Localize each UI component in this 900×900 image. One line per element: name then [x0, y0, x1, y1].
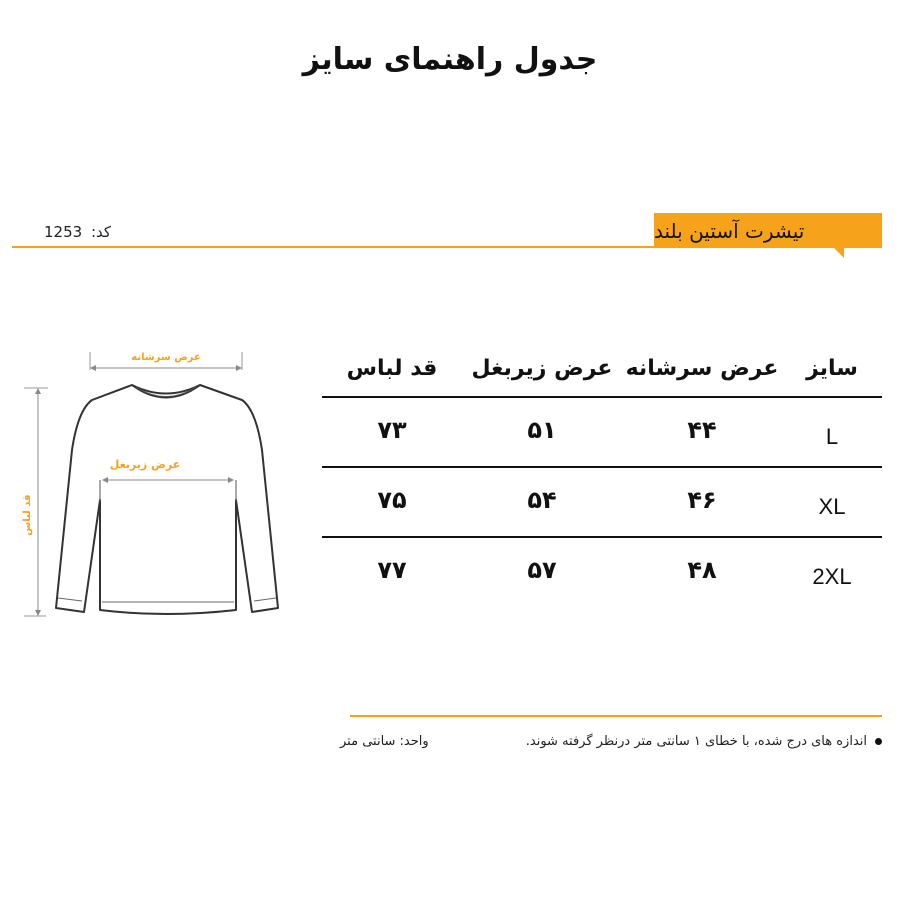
- size-table: [322, 340, 882, 608]
- product-name-tab: [654, 213, 882, 248]
- length-label: قد لباس: [22, 494, 33, 536]
- cell-size: L: [825, 424, 839, 449]
- cell-length: ۷۵: [377, 486, 407, 514]
- header-length: قد لباس: [346, 355, 438, 381]
- cell-chest: ۵۷: [527, 556, 557, 584]
- header-size: سایز: [806, 355, 858, 381]
- table-row: [322, 468, 882, 538]
- shirt-diagram: [10, 340, 300, 630]
- cell-shoulder: ۴۴: [687, 416, 717, 444]
- chest-label: عرض زیربغل: [109, 458, 181, 471]
- shoulder-label: عرض سرشانه: [131, 352, 201, 363]
- product-code: [40, 223, 111, 241]
- tolerance-note: [526, 734, 882, 749]
- tolerance-note-text: اندازه های درج شده، با خطای ۱ سانتی متر درنظر گرفته شوند.: [525, 734, 867, 749]
- unit-label: واحد: سانتی متر: [340, 734, 429, 749]
- table-row: [322, 538, 882, 608]
- cell-size: XL: [818, 494, 846, 519]
- cell-shoulder: ۴۸: [687, 556, 717, 584]
- cell-length: ۷۳: [377, 416, 407, 444]
- product-code-label: کد:: [90, 223, 112, 241]
- product-name: تیشرت آستین بلند: [654, 218, 805, 243]
- bullet-icon: [875, 738, 882, 745]
- cell-size: 2XL: [812, 564, 852, 589]
- cell-chest: ۵۴: [527, 486, 557, 514]
- cell-chest: ۵۱: [527, 416, 557, 444]
- cell-length: ۷۷: [377, 556, 407, 584]
- footer-divider: [350, 715, 882, 717]
- cell-shoulder: ۴۶: [687, 486, 717, 514]
- table-row: [322, 398, 882, 468]
- table-header: [322, 340, 882, 398]
- product-code-value: 1253: [44, 223, 83, 241]
- page-title: جدول راهنمای سایز: [302, 42, 598, 77]
- header-chest: عرض زیربغل: [471, 355, 613, 381]
- header-shoulder: عرض سرشانه: [625, 355, 779, 381]
